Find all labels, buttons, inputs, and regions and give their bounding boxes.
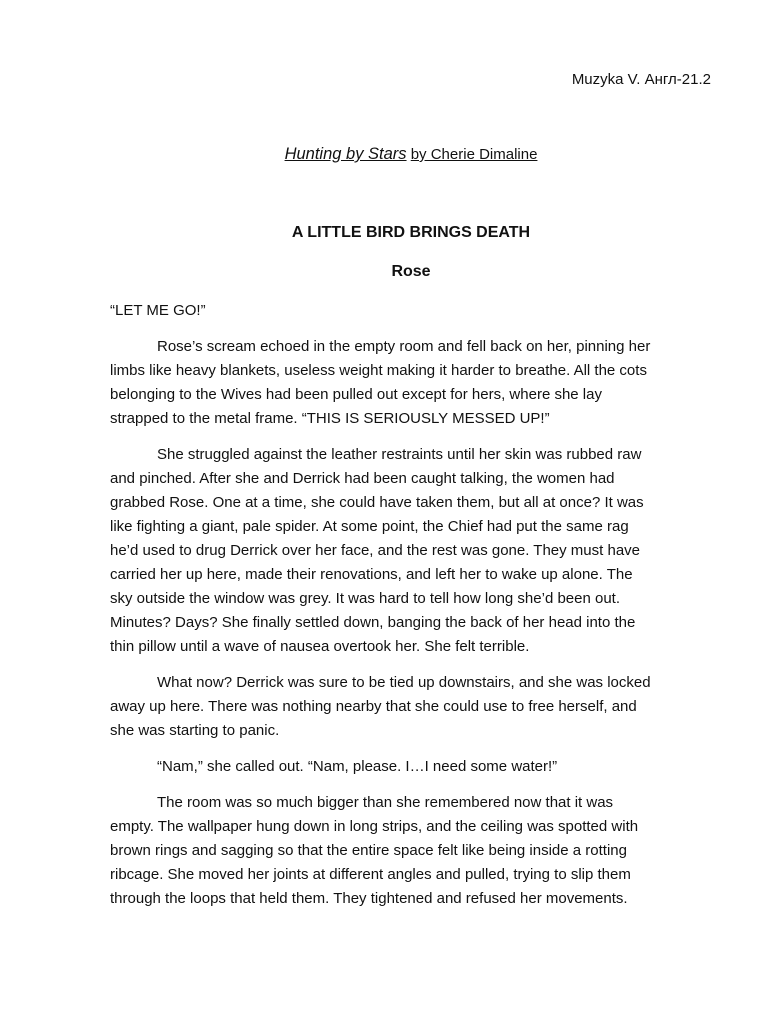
text-line: grabbed Rose. One at a time, she could have taken them, but all at once? It was	[110, 494, 644, 511]
text-line: thin pillow until a wave of nausea overtook her. She felt terrible.	[110, 638, 530, 655]
student-author-line: Muzyka V. Англ-21.2	[571, 71, 711, 88]
paragraph-3	[110, 443, 710, 659]
paragraph-5	[110, 755, 710, 779]
body-text	[110, 299, 710, 923]
paragraph-2	[110, 335, 710, 431]
book-title: Hunting by Stars	[284, 145, 407, 163]
book-citation	[0, 143, 768, 166]
text-line: sky outside the window was grey. It was hard to tell how long she’d been out.	[110, 590, 621, 607]
text-line: Rose’s scream echoed in the empty room and fell back on her, pinning her	[157, 338, 651, 355]
text-line: empty. The wallpaper hung down in long strips, and the ceiling was spotted with	[110, 818, 639, 835]
text-line: and pinched. After she and Derrick had been caught talking, the women had	[110, 470, 615, 487]
text-line: strapped to the metal frame. “THIS IS SERIOUSLY MESSED UP!”	[110, 410, 550, 427]
text-line: through the loops that held them. They tightened and refused her movements.	[110, 890, 628, 907]
text-line: belonging to the Wives had been pulled out except for hers, where she lay	[110, 386, 602, 403]
text-line: “LET ME GO!”	[110, 302, 206, 319]
text-line: brown rings and sagging so that the entire space felt like being inside a rotting	[110, 842, 627, 859]
text-line: away up here. There was nothing nearby that she could use to free herself, and	[110, 698, 637, 715]
text-line: She struggled against the leather restraints until her skin was rubbed raw	[157, 446, 642, 463]
book-author: by Cherie Dimaline	[410, 146, 538, 163]
paragraph-4	[110, 671, 710, 743]
text-line: like fighting a giant, pale spider. At some point, the Chief had put the same rag	[110, 518, 629, 535]
text-line: limbs like heavy blankets, useless weight making it harder to breathe. All the cots	[110, 362, 647, 379]
section-title: Rose	[391, 263, 431, 280]
text-line: What now? Derrick was sure to be tied up downstairs, and she was locked	[157, 674, 651, 691]
paragraph-1	[110, 299, 710, 323]
text-line: “Nam,” she called out. “Nam, please. I…I need some water!”	[157, 758, 558, 775]
text-line: carried her up here, made their renovations, and left her to wake up alone. The	[110, 566, 633, 583]
text-line: he’d used to drug Derrick over her face, and the rest was gone. They must have	[110, 542, 641, 559]
text-line: The room was so much bigger than she remembered now that it was	[157, 794, 614, 811]
chapter-title: A LITTLE BIRD BRINGS DEATH	[291, 224, 531, 241]
text-line: Minutes? Days? She finally settled down, banging the back of her head into the	[110, 614, 636, 631]
paragraph-6	[110, 791, 710, 911]
text-line: ribcage. She moved her joints at different angles and pulled, trying to slip them	[110, 866, 631, 883]
text-line: she was starting to panic.	[110, 722, 280, 739]
